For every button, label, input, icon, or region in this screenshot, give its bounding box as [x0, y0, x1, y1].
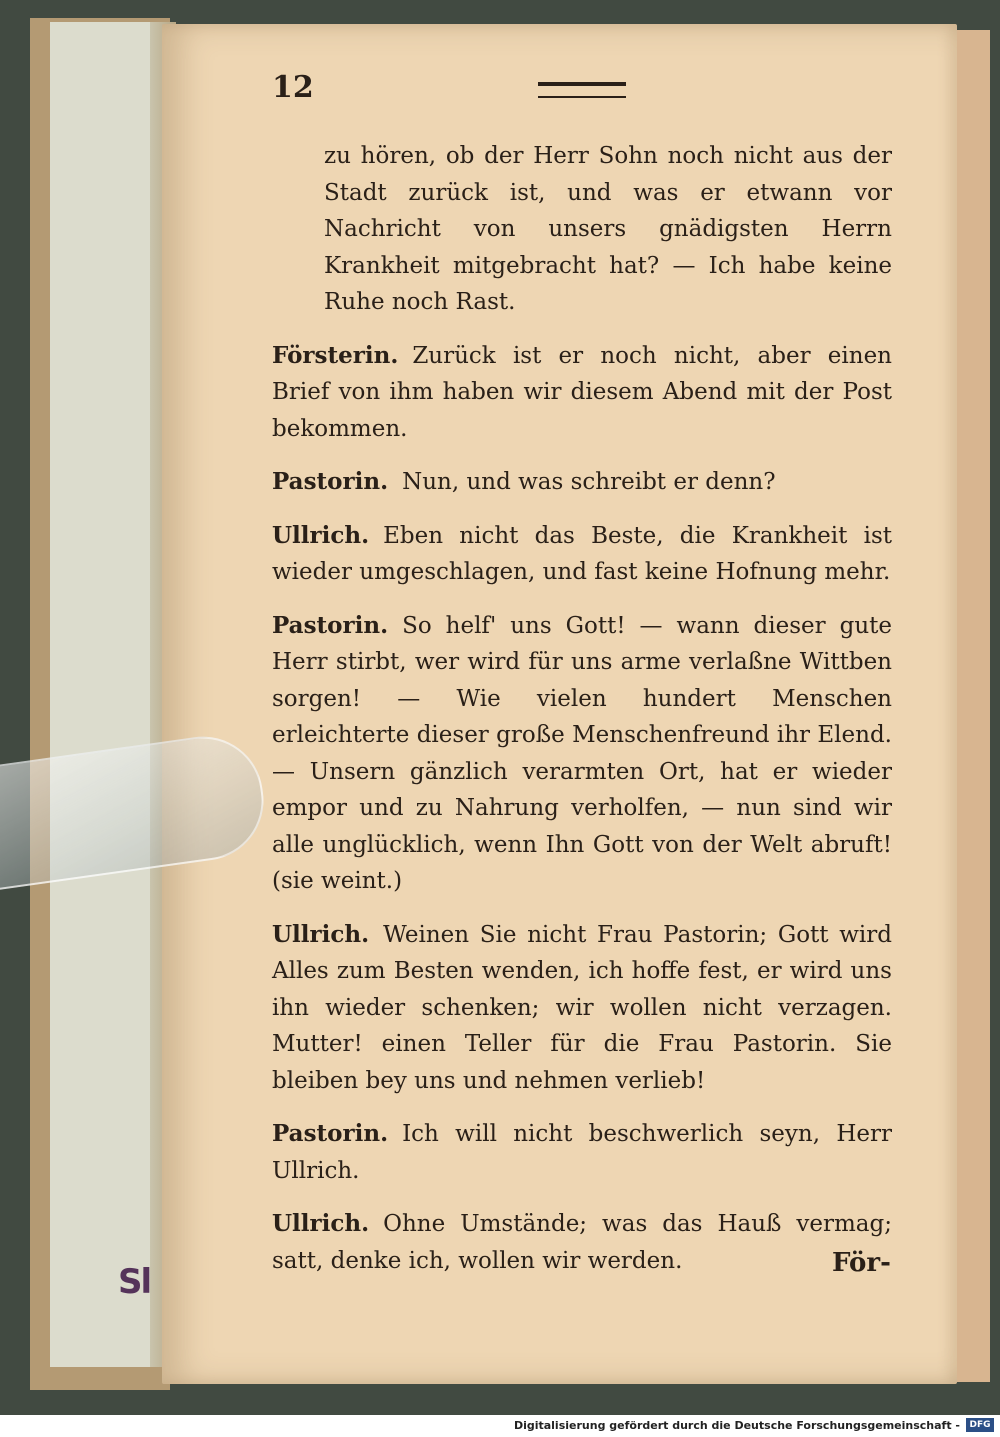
page-edge [955, 30, 990, 1382]
header-rule [538, 82, 626, 98]
speaker-name: Pastorin. [272, 1120, 389, 1147]
page-number: 12 [272, 70, 314, 105]
footer-bar [0, 1415, 1000, 1437]
speech-text: Weinen Sie nicht Frau Pastorin; Gott wird Alles zum Besten wenden, ich hoffe fest, er wird uns ihn wieder schenken; wir wollen nicht verzagen. Mutter! einen Teller für die Frau Pastorin. Sie bleiben bey uns und nehmen verlieb! [272, 921, 892, 1094]
speech [272, 1206, 892, 1279]
speech-text: Nun, und was schreibt er denn? [402, 469, 776, 495]
speaker-name: Ullrich. [272, 521, 370, 549]
speech-text: zu hören, ob der Herr Sohn noch nicht aus der Stadt zurück ist, und was er etwann vor Nachricht von unsers gnädigsten Herrn Krankheit mitgebracht hat? — Ich habe keine Ruhe noch Rast. [324, 143, 892, 315]
speaker-name: Försterin. [272, 341, 399, 369]
catchword: För- [832, 1248, 891, 1278]
speech-text: Eben nicht das Beste, die Krankheit ist wieder umgeschlagen, und fast keine Hofnung mehr. [272, 522, 892, 585]
speech [272, 1116, 892, 1189]
speech-text: Zurück ist er noch nicht, aber einen Brief von ihm haben wir diesem Abend mit der Post bekommen. [272, 342, 892, 442]
speaker-name: Ullrich. [272, 920, 370, 948]
speech [272, 608, 892, 900]
speaker-name: Pastorin. [272, 611, 389, 639]
speech [272, 518, 892, 591]
speaker-name: Pastorin. [272, 468, 389, 495]
speech-continuation [324, 138, 892, 321]
speech [272, 338, 892, 448]
speech [272, 464, 892, 501]
dfg-logo-icon: DFG [966, 1418, 994, 1432]
page-text [272, 138, 892, 1296]
speech-text: So helf' uns Gott! — wann dieser gute Herr stirbt, wer wird für uns arme verlaßne Wittben sorgen! — Wie vielen hundert Menschen erleichterte dieser große Menschenfreund ihr Elend. — Unsern gänzlich verarmten Ort, hat er wieder empor und zu Nahrung verholfen, — nun sind wir alle unglücklich, wenn Ihn Gott von der Welt abruft! (sie weint.) [272, 612, 892, 894]
speech-text: Ich will nicht beschwerlich seyn, Herr Ullrich. [272, 1121, 892, 1184]
footer-credit: Digitalisierung gefördert durch die Deutsche Forschungsgemeinschaft - [513, 1419, 960, 1432]
speech [272, 917, 892, 1100]
speech-text: Ohne Umstände; was das Hauß vermag; satt, denke ich, wollen wir werden. [272, 1211, 892, 1274]
library-stamp: Sl [118, 1262, 151, 1302]
speaker-name: Ullrich. [272, 1210, 370, 1237]
